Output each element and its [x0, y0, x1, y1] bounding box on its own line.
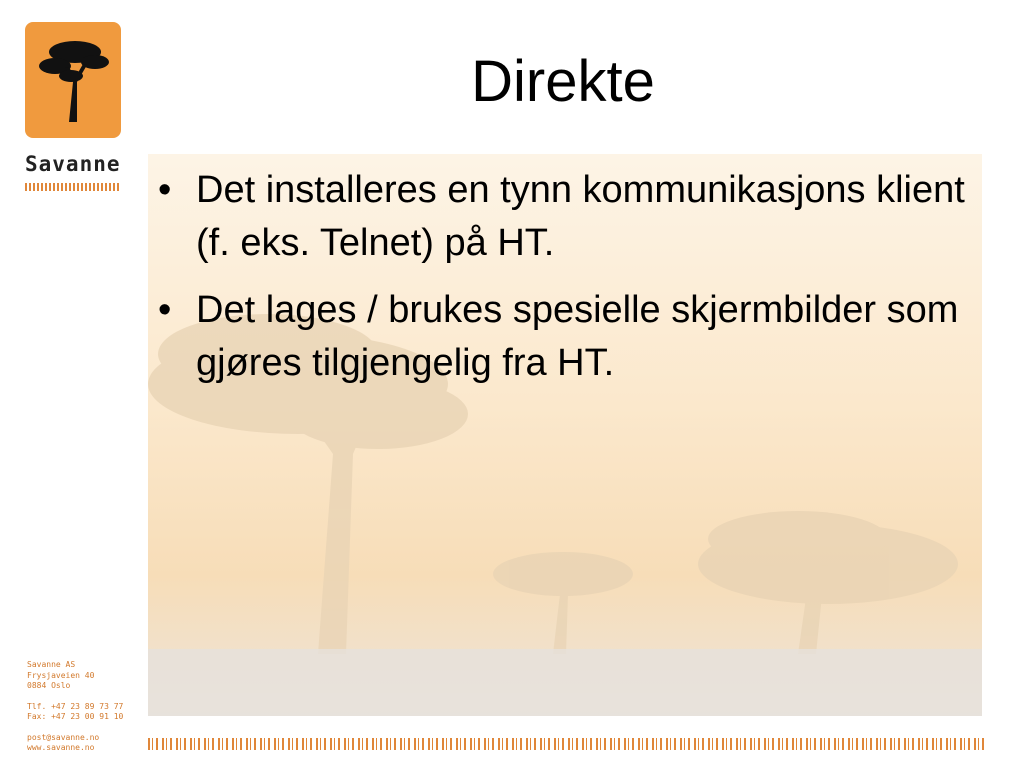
- bullet-symbol: •: [158, 169, 172, 211]
- company-name: Savanne AS: [27, 660, 76, 669]
- brand-stripe-decoration: [25, 183, 121, 191]
- website: www.savanne.no: [27, 743, 95, 752]
- bullet-item: [148, 284, 968, 390]
- bullet-text: Det installeres en tynn kommunikasjons klient (f. eks. Telnet) på HT.: [196, 169, 965, 264]
- phone-number: Tlf. +47 23 89 73 77: [27, 701, 124, 711]
- address-street: Frysjaveien 40: [27, 670, 95, 680]
- savanne-logo: [25, 22, 121, 138]
- bullet-symbol: •: [158, 289, 172, 331]
- acacia-tree-icon: [25, 22, 121, 138]
- email-address: post@savanne.no: [27, 732, 100, 742]
- bullet-item: [148, 164, 968, 270]
- brand-name: Savanne: [25, 152, 121, 176]
- bullet-list: [148, 164, 968, 404]
- bullet-text: Det lages / brukes spesielle skjermbilder som gjøres tilgjengelig fra HT.: [196, 289, 959, 384]
- content-area: [148, 154, 982, 716]
- footer-stripe-decoration: [148, 738, 984, 750]
- fax-number: Fax: +47 23 00 91 10: [27, 712, 124, 721]
- slide-title: Direkte: [471, 49, 655, 114]
- address-city: 0884 Oslo: [27, 681, 71, 690]
- company-address: [27, 660, 137, 754]
